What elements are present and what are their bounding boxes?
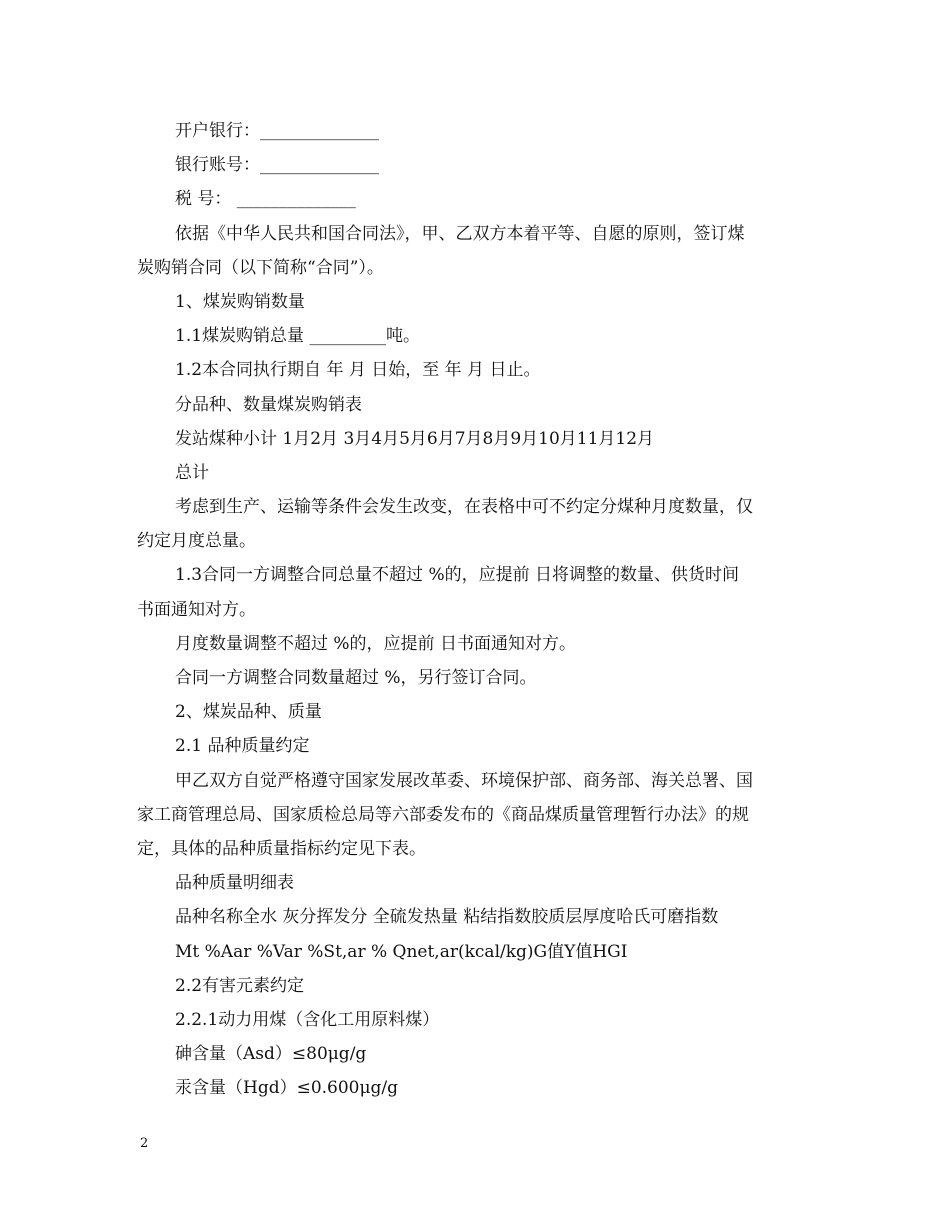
arsenic-limit-line: 砷含量（Asd）≤80μg/g bbox=[175, 1044, 367, 1065]
table-title-quantity: 分品种、数量煤炭购销表 bbox=[175, 394, 362, 415]
table-title-quality: 品种质量明细表 bbox=[175, 873, 294, 894]
paragraph-monthly-line-1: 考虑到生产、运输等条件会发生改变，在表格中可不约定分煤种月度数量，仅 bbox=[175, 497, 753, 518]
table-total-label: 总计 bbox=[175, 462, 209, 483]
contract-adjustment-line: 合同一方调整合同数量超过 %，另行签订合同。 bbox=[175, 668, 537, 688]
bank-account-line: 银行账号：______________ bbox=[175, 155, 379, 176]
section-1-heading: 1、煤炭购销数量 bbox=[175, 291, 305, 312]
clause-1-2: 1.2本合同执行期自 年 月 日始，至 年 月 日止。 bbox=[175, 360, 541, 381]
quality-table-units: Mt %Aar %Var %St,ar % Qnet,ar(kcal/kg)G值Y值HGI bbox=[175, 941, 628, 962]
clause-2-1-heading: 2.1 品种质量约定 bbox=[175, 736, 310, 757]
mercury-limit-line: 汞含量（Hgd）≤0.600μg/g bbox=[175, 1078, 399, 1099]
tax-number-line: 税 号： ______________ bbox=[175, 189, 356, 210]
section-2-heading: 2、煤炭品种、质量 bbox=[175, 702, 322, 723]
table-header-months: 发站煤种小计 1月2月 3月4月5月6月7月8月9月10月11月12月 bbox=[175, 428, 655, 449]
clause-1-3-line-2: 书面通知对方。 bbox=[137, 599, 256, 620]
paragraph-monthly-line-2: 约定月度总量。 bbox=[137, 531, 256, 552]
paragraph-quality-line-3: 定，具体的品种质量指标约定见下表。 bbox=[137, 838, 426, 859]
quality-table-header: 品种名称全水 灰分挥发分 全硫发热量 粘结指数胶质层厚度哈氏可磨指数 bbox=[175, 907, 719, 928]
clause-1-3-line-1: 1.3合同一方调整合同总量不超过 %的，应提前 日将调整的数量、供货时间 bbox=[175, 565, 739, 586]
clause-2-2-1-heading: 2.2.1动力用煤（含化工用原料煤） bbox=[175, 1009, 440, 1030]
monthly-adjustment-line: 月度数量调整不超过 %的，应提前 日书面通知对方。 bbox=[175, 633, 576, 654]
bank-name-line: 开户银行：______________ bbox=[175, 121, 379, 141]
paragraph-quality-line-2: 家工商管理总局、国家质检总局等六部委发布的《商品煤质量管理暂行办法》的规 bbox=[137, 804, 749, 825]
clause-2-2-heading: 2.2有害元素约定 bbox=[175, 975, 305, 996]
clause-1-1: 1.1煤炭购销总量 _________吨。 bbox=[175, 326, 420, 347]
document-body bbox=[137, 114, 817, 1105]
paragraph-quality-line-1: 甲乙双方自觉严格遵守国家发展改革委、环境保护部、商务部、海关总署、国 bbox=[175, 770, 753, 791]
paragraph-basis-line-2: 炭购销合同（以下简称“合同”）。 bbox=[137, 257, 384, 278]
page-number: 2 bbox=[140, 1136, 149, 1151]
paragraph-basis-line-1: 依据《中华人民共和国合同法》，甲、乙双方本着平等、自愿的原则，签订煤 bbox=[175, 223, 745, 244]
